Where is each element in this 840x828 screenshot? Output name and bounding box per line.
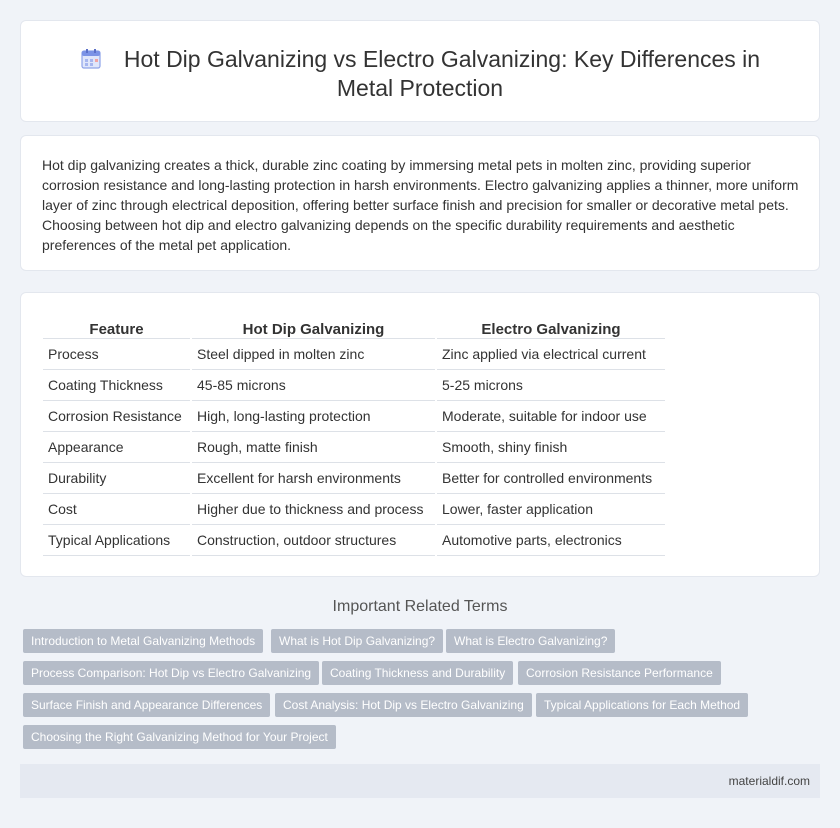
table-cell: Automotive parts, electronics [436, 524, 666, 555]
title-card [20, 20, 820, 122]
intro-text: Hot dip galvanizing creates a thick, durable zinc coating by immersing metal pets in molten zinc, providing superior corrosion resistance and long-lasting protection in harsh environments. Electro galvanizing applies a thinner, more uniform layer of zinc through electrical deposition, offering better surface finish and precision for smaller or decorative metal pets. Choosing between hot dip and electro galvanizing depends on the specific durability requirements and aesthetic preferences of the metal pet application. [42, 157, 799, 253]
related-term-tag[interactable]: What is Electro Galvanizing? [446, 629, 615, 653]
related-term-tag[interactable]: Typical Applications for Each Method [536, 693, 748, 717]
table-cell: Durability [43, 462, 191, 493]
column-header: Feature [43, 316, 191, 338]
table-row [43, 400, 666, 431]
table-cell: Typical Applications [43, 524, 191, 555]
table-row [43, 431, 666, 462]
table-cell: Construction, outdoor structures [191, 524, 436, 555]
column-header: Electro Galvanizing [436, 316, 666, 338]
table-cell: High, long-lasting protection [191, 400, 436, 431]
related-terms-heading: Important Related Terms [332, 598, 508, 615]
related-term-tag[interactable]: Cost Analysis: Hot Dip vs Electro Galvanizing [275, 693, 532, 717]
related-term-tag[interactable]: Coating Thickness and Durability [322, 661, 513, 685]
related-term-tag[interactable]: Choosing the Right Galvanizing Method for Your Project [23, 725, 336, 749]
related-term-tag[interactable]: What is Hot Dip Galvanizing? [271, 629, 443, 653]
page-title-text: Hot Dip Galvanizing vs Electro Galvanizing: Key Differences in Metal Protection [123, 46, 761, 101]
table-row [43, 369, 666, 400]
related-term-tag[interactable]: Corrosion Resistance Performance [518, 661, 721, 685]
intro-card [20, 135, 820, 271]
table-cell: Rough, matte finish [191, 431, 436, 462]
table-row [43, 524, 666, 555]
table-header-row [43, 316, 666, 338]
table-cell: Higher due to thickness and process [191, 493, 436, 524]
table-cell: Process [43, 338, 191, 369]
related-term-tag[interactable]: Surface Finish and Appearance Differences [23, 693, 270, 717]
table-cell: 45-85 microns [191, 369, 436, 400]
related-term-tag[interactable]: Introduction to Metal Galvanizing Methods [23, 629, 263, 653]
table-row [43, 462, 666, 493]
table-cell: Cost [43, 493, 191, 524]
column-header: Hot Dip Galvanizing [191, 316, 436, 338]
table-cell: Excellent for harsh environments [191, 462, 436, 493]
table-cell: Appearance [43, 431, 191, 462]
footer [20, 764, 820, 798]
comparison-table [43, 316, 667, 556]
table-cell: 5-25 microns [436, 369, 666, 400]
table-cell: Corrosion Resistance [43, 400, 191, 431]
table-cell: Moderate, suitable for indoor use [436, 400, 666, 431]
table-cell: Better for controlled environments [436, 462, 666, 493]
footer-site-link[interactable]: materialdif.com [728, 774, 810, 788]
table-cell: Steel dipped in molten zinc [191, 338, 436, 369]
table-row [43, 338, 666, 369]
comparison-card [20, 292, 820, 577]
calendar-icon [80, 48, 102, 70]
table-cell: Coating Thickness [43, 369, 191, 400]
page-title [21, 45, 819, 103]
table-row [43, 493, 666, 524]
related-term-tag[interactable]: Process Comparison: Hot Dip vs Electro Galvanizing [23, 661, 319, 685]
table-cell: Zinc applied via electrical current [436, 338, 666, 369]
table-cell: Lower, faster application [436, 493, 666, 524]
table-cell: Smooth, shiny finish [436, 431, 666, 462]
